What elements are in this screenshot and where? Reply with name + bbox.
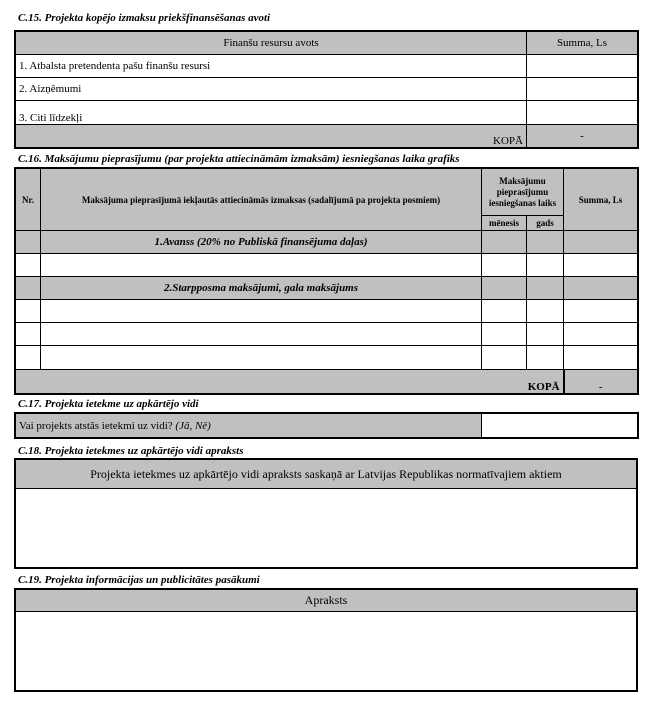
c19-description-field[interactable] [16, 612, 637, 691]
cell[interactable] [527, 300, 564, 323]
total-value: - [564, 370, 638, 394]
c15-title: C.15. Projekta kopējo izmaksu priekšfinansēšanas avoti [18, 12, 271, 24]
cell[interactable] [482, 254, 527, 277]
c19-title: C.19. Projekta informācijas un publicitātes pasākumi [18, 574, 260, 586]
col-source-header: Finanšu resursu avots [16, 32, 527, 55]
environment-answer[interactable] [482, 414, 638, 438]
row-label: 3. Citi līdzekļi [16, 101, 527, 125]
cell[interactable] [16, 254, 41, 277]
row-label: 2. Aizņēmumi [16, 78, 527, 101]
cell[interactable] [482, 346, 527, 370]
row-label: 1. Atbalsta pretendenta pašu finanšu resursi [16, 55, 527, 78]
cell[interactable] [527, 346, 564, 370]
c19-header: Apraksts [16, 590, 637, 612]
c16-title: C.16. Maksājumu pieprasījumu (par projekta attiecināmām izmaksām) iesniegšanas laika grafiks [18, 153, 460, 165]
section-advance: 1.Avanss (20% no Publiskā finansējuma daļas) [41, 231, 482, 254]
col-costs-header: Maksājuma pieprasījumā iekļautās attiecināmās izmaksas (sadalījumā pa projekta posmiem) [41, 169, 482, 231]
c17-table [15, 413, 638, 438]
total-label: KOPĀ [16, 125, 527, 148]
c19-table [15, 589, 637, 691]
cell[interactable] [41, 346, 482, 370]
environment-question: Vai projekts atstās ietekmi uz vidi? (Jā, Nē) [16, 414, 482, 438]
cell[interactable] [16, 323, 41, 346]
c18-description-field[interactable] [16, 489, 637, 568]
cell[interactable] [564, 346, 638, 370]
cell[interactable] [527, 323, 564, 346]
col-nr-header: Nr. [16, 169, 41, 231]
c18-header: Projekta ietekmes uz apkārtējo vidi apraksts saskaņā ar Latvijas Republikas normatīvajiem aktiem [16, 460, 637, 489]
cell[interactable] [482, 323, 527, 346]
section-interim: 2.Starpposma maksājumi, gala maksājums [41, 277, 482, 300]
cell[interactable] [41, 254, 482, 277]
cell[interactable] [16, 346, 41, 370]
cell[interactable] [564, 300, 638, 323]
col-sum-header: Summa, Ls [564, 169, 638, 231]
cell[interactable] [41, 323, 482, 346]
cell[interactable] [482, 300, 527, 323]
c18-table [15, 459, 637, 568]
c17-title: C.17. Projekta ietekme uz apkārtējo vidi [18, 398, 199, 410]
sum-cell[interactable] [527, 55, 638, 78]
c16-table [15, 168, 638, 394]
cell[interactable] [564, 323, 638, 346]
cell[interactable] [564, 254, 638, 277]
cell[interactable] [16, 300, 41, 323]
sum-cell[interactable] [527, 101, 638, 125]
cell[interactable] [41, 300, 482, 323]
c18-title: C.18. Projekta ietekmes uz apkārtējo vidi apraksts [18, 445, 244, 457]
answer-hint: (Jā, Nē) [175, 419, 211, 432]
col-year-header: gads [527, 216, 564, 231]
total-value: - [527, 125, 638, 148]
col-sum-header: Summa, Ls [527, 32, 638, 55]
sum-cell[interactable] [527, 78, 638, 101]
cell[interactable] [527, 254, 564, 277]
total-label: KOPĀ [16, 370, 564, 394]
c15-table [15, 31, 638, 148]
col-month-header: mēnesis [482, 216, 527, 231]
col-time-header: Maksājumu pieprasījumu iesniegšanas laiks [482, 169, 564, 216]
